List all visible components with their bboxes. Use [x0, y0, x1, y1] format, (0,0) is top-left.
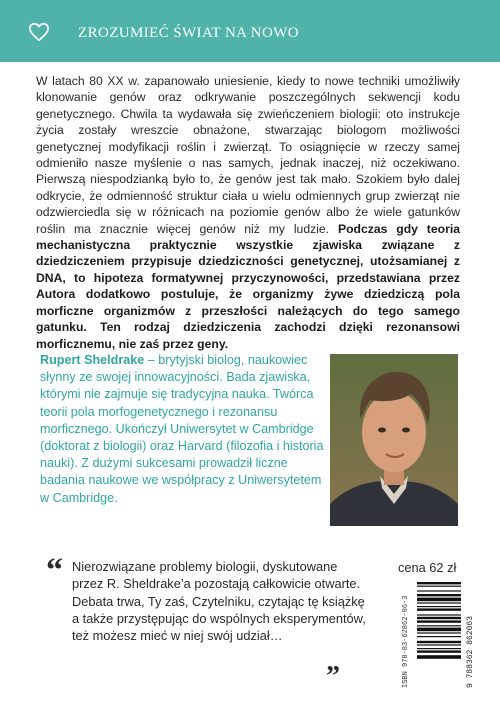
barcode-number: 9 788362 862063 — [466, 615, 475, 688]
description-text: W latach 80 XX w. zapanowało uniesienie, kiedy to nowe techniki umożliwiły klonowanie genów oraz odkrywanie poszczególnych sekwencji kodu genetycznego. Chwila ta wydawała się zwieńczeniem biologii: oto instrukcje życia zostały wreszcie obnażone, stwarzając biologom możliwości genetycznej modyfikacji roślin i zwierząt. To osiągnięcie w rzeczy samej odmieniło nasze myślenie o nas samych, jednak inaczej, niż oczekiwano. Pierwszą niespodzianką było to, że genów jest tak mało. Szokiem było dalej odkrycie, że odmienność struktur ciała u wielu odmiennych grup zwierząt nie odzwierciedla się w różnicach na poziomie genów albo że wiele gatunków roślin ma znacznie więcej genów niż my ludzie. — [36, 74, 460, 236]
barcode — [413, 580, 465, 684]
book-description — [36, 73, 460, 352]
author-bio-text: – brytyjski biolog, naukowiec słynny ze swojej innowacyjności. Bada zjawiska, którymi nie zajmuje się tradycyjna nauka. Twórca teorii pola morfogenetycznego i rezonansu morficznego. Ukończył Uniwersytet w Cambridge (doktorat z biologii) oraz Harvard (filozofia i historia nauki). Z dużymi sukcesami prowadził liczne badania naukowe we współpracy z Uniwersytetem w Cambridge. — [40, 353, 324, 505]
isbn-text: ISBN 978-83-62862-06-3 — [402, 595, 410, 688]
author-photo — [330, 354, 458, 526]
author-portrait — [330, 354, 458, 526]
author-name: Rupert Sheldrake — [40, 353, 145, 367]
close-quote-mark: ” — [326, 661, 340, 692]
series-header — [0, 0, 500, 62]
price-label: cena 62 zł — [398, 560, 457, 575]
series-title: ZROZUMIEĆ ŚWIAT NA NOWO — [78, 25, 299, 41]
description-bold-text: Podczas gdy teoria mechanistyczna praktycznie wszystkie zjawiska związane z dziedziczeniem przypisuje dziedziczności genetycznej, utożsamianej z DNA, to hipoteza formatywnej przyczynowości, przedstawiana przez Autora dodatkowo postuluje, że organizmy żywe dziedziczą pola morficzne organizmów z przeszłości należących do tego samego gatunku. Ten rodzaj dziedziczenia zachodzi dzięki rezonansowi morficznemu, nie zaś przez geny. — [36, 221, 460, 351]
open-quote-mark: “ — [46, 552, 63, 589]
author-bio — [40, 352, 326, 507]
back-cover-quote: Nierozwiązane problemy biologii, dyskutowane przez R. Sheldrake’a pozostają całkowicie otwarte. Debata trwa, Ty zaś, Czytelniku, czytając tę książkę a także przystępując do wspólnych eksperymentów, też możesz mieć w niej swój udział… — [72, 559, 366, 644]
heart-icon — [28, 21, 50, 43]
